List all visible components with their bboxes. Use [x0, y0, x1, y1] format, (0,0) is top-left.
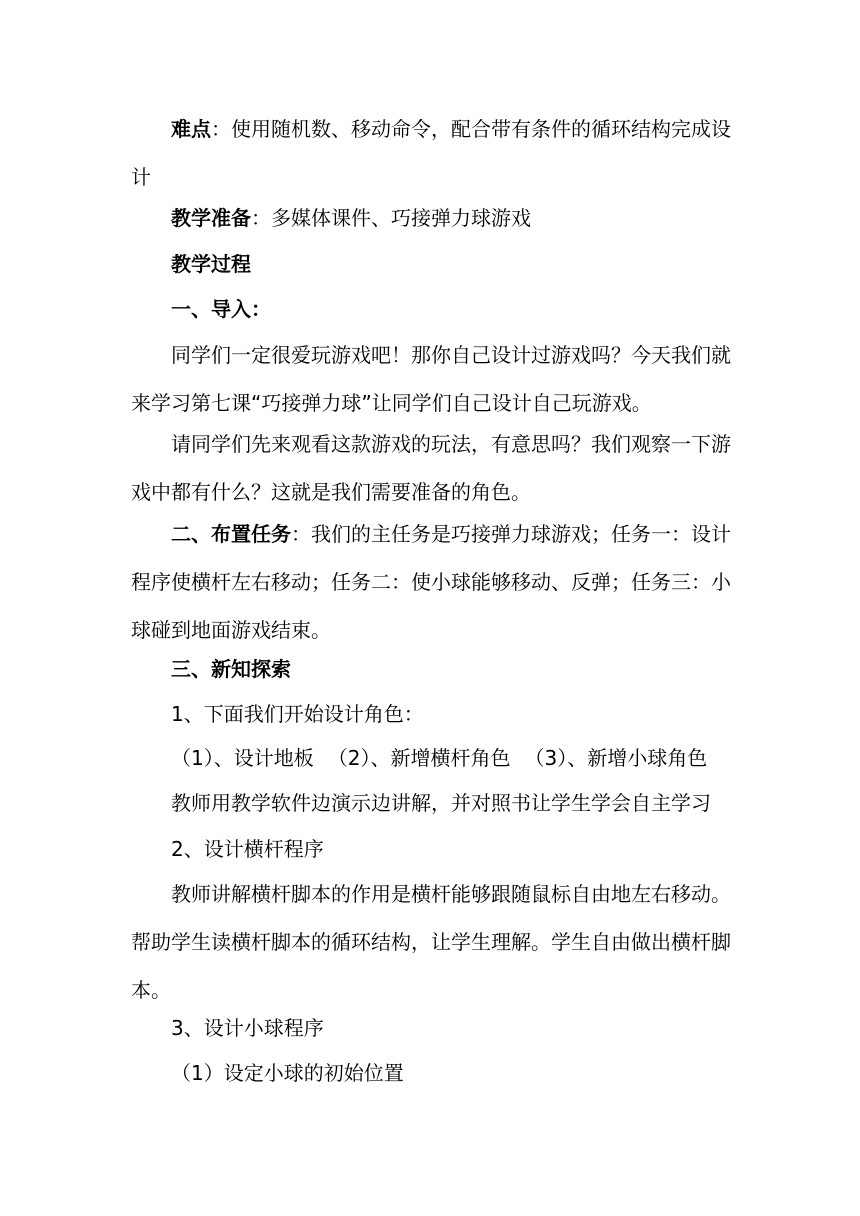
section1-observe-paragraph: 请同学们先来观看这款游戏的玩法，有意思吗？我们观察一下游戏中都有什么？这就是我们需要准备的角色。 [131, 432, 731, 504]
step2-heading: 2、设计横杆程序 [171, 837, 324, 861]
prep-paragraph [131, 194, 731, 242]
step1-item-3: （3）、新增小球角色 [524, 746, 708, 770]
difficulty-colon: ： [211, 117, 231, 141]
prep-label: 教学准备 [171, 206, 251, 230]
process-heading: 教学过程 [171, 252, 251, 276]
section3-heading: 三、新知探索 [171, 657, 291, 681]
section2-colon: ： [291, 522, 311, 546]
section1-heading: 一、导入： [171, 297, 271, 321]
step3-heading: 3、设计小球程序 [171, 1016, 324, 1040]
prep-colon: ： [251, 206, 271, 230]
difficulty-paragraph [131, 105, 731, 201]
step1-heading: 1、下面我们开始设计角色： [171, 702, 424, 726]
section2-label: 二、布置任务 [171, 522, 291, 546]
difficulty-text: 使用随机数、移动命令，配合带有条件的循环结构完成设计 [131, 117, 731, 189]
section1-intro-paragraph: 同学们一定很爱玩游戏吧！那你自己设计过游戏吗？今天我们就来学习第七课“巧接弹力球”让同学们自己设计自己玩游戏。 [131, 343, 731, 415]
difficulty-label: 难点 [171, 117, 211, 141]
section2-text: 我们的主任务是巧接弹力球游戏；任务一：设计程序使横杆左右移动；任务二：使小球能够移动、反弹；任务三：小球碰到地面游戏结束。 [131, 522, 731, 642]
section2-paragraph [131, 510, 731, 654]
step1-note: 教师用教学软件边演示边讲解，并对照书让学生学会自主学习 [171, 791, 711, 815]
step3-item-1: （1）设定小球的初始位置 [171, 1061, 404, 1085]
step2-paragraph: 教师讲解横杆脚本的作用是横杆能够跟随鼠标自由地左右移动。帮助学生读横杆脚本的循环结构，让学生理解。学生自由做出横杆脚本。 [131, 882, 731, 1002]
step1-item-1: （1）、设计地板 [171, 746, 314, 770]
step1-item-2: （2）、新增横杆角色 [327, 746, 511, 770]
step1-items-line [171, 734, 707, 782]
prep-text: 多媒体课件、巧接弹力球游戏 [271, 206, 531, 230]
